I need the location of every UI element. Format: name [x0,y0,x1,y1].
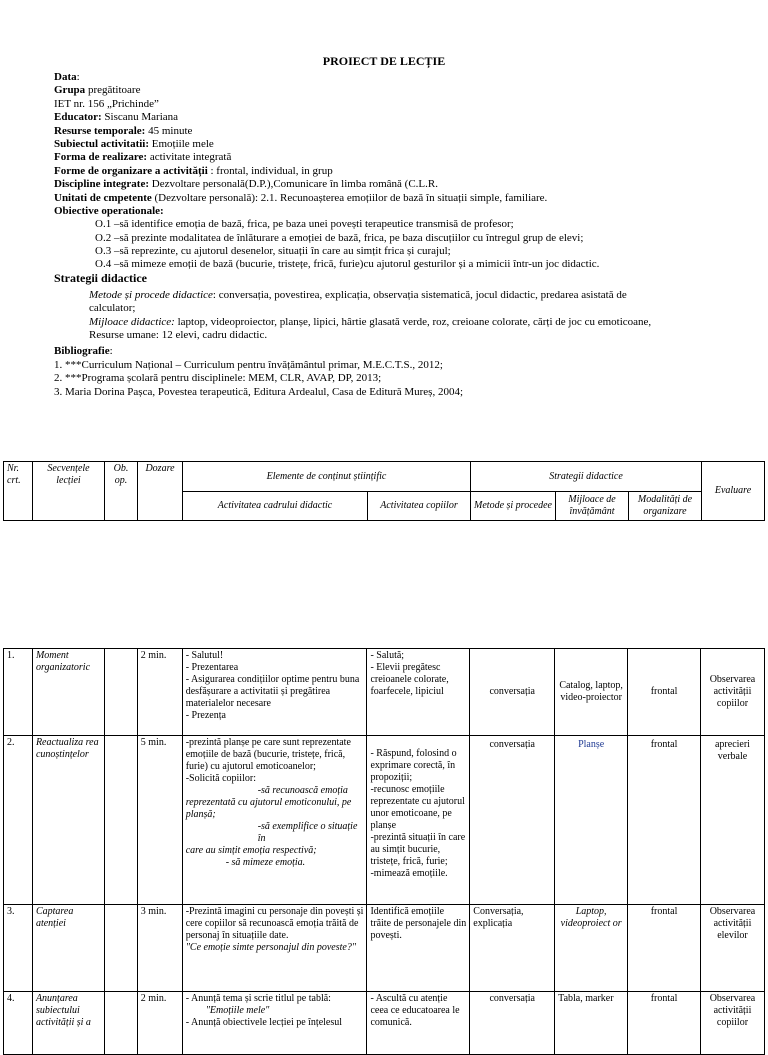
col-strategii: Strategii didactice [471,462,702,492]
row-cadru: - Salutul! - Prezentarea - Asigurarea condițiilor optime pentru buna desfășurare a activitatii și pregătirea materialelor necesare - Prezența [182,649,367,736]
educator-line: Educator: Siscanu Mariana [54,111,179,124]
col-metode: Metode și procedee [471,492,556,521]
row-dozare: 2 min. [137,992,182,1055]
row-copii: - Salută; - Elevii pregătesc creioanele colorate, foarfecele, lipiciul [367,649,470,736]
row-evaluare: aprecieri verbale [700,736,764,905]
grupa-line: Grupa pregătitoare [54,84,141,97]
row-dozare: 3 min. [137,905,182,992]
row-mijloace: Planșe [555,736,628,905]
table-row [4,736,765,905]
col-act-cadru: Activitatea cadrului didactic [183,492,368,521]
row-mijloace: Tabla, marker [555,992,628,1055]
col-secvente: Secvențele lecției [33,462,105,521]
row-modalitati: frontal [628,992,701,1055]
metode-line: Metode și procede didactice: conversația, povestirea, explicația, observația sistematică, jocul didactic, predarea asistată de [89,288,627,301]
row-evaluare: Observarea activității copiilor [700,649,764,736]
row-nr: 2. [4,736,33,905]
page-title: PROIECT DE LECȚIE [322,54,446,68]
row-ob [104,905,137,992]
row-ob [104,736,137,905]
row-cadru: - Anunță tema și scrie titlul pe tablă: "Emoțiile mele" - Anunță obiectivele lecției pe înțelesul [182,992,367,1055]
bibliography-item: 1. ***Curriculum Național – Curriculum pentru învățământul primar, M.E.C.T.S., 2012; [54,358,443,371]
row-cadru: -prezintă planșe pe care sunt reprezentate emoțiile de bază (bucurie, tristețe, frică, furie) cu ajutorul emoticoanelor; -Solicită copiilor: -să recunoască emoția reprezentată cu ajutorul emoticonului, pe planșă; -să exemplifice o situație în care au simțit emoția respectivă; - să mimeze emoția. [182,736,367,905]
iet-line: IET nr. 156 „Prichinde” [54,97,159,110]
row-copii: - Răspund, folosind o exprimare corectă, în propoziții; -recunosc emoțiile reprezentate cu ajutorul unor emoticoane, pe planșe -prezintă situații în care au simțit bucurie, tristețe, frică, furie; -mimează emoțiile. [367,736,470,905]
row-evaluare: Observarea activității elevilor [700,905,764,992]
lesson-header [54,71,744,399]
row-nr: 3. [4,905,33,992]
objective-item: O.3 –să reprezinte, cu ajutorul desenelor, situații în care au simțit frica și curajul; [95,245,451,258]
forme-org-line: Forme de organizare a activității : frontal, individual, in grup [54,164,333,177]
row-metode: conversația [470,992,555,1055]
row-secventa: Captarea atenției [32,905,104,992]
row-modalitati: frontal [628,736,701,905]
discipline-line: Discipline integrate: Dezvoltare personală(D.P.),Comunicare în limba română (C.L.R. [54,178,438,191]
metode-cont: calculator; [89,302,136,315]
resurse-line: Resurse temporale: 45 minute [54,124,193,137]
row-metode: conversația [470,649,555,736]
row-cadru: -Prezintă imagini cu personaje din povești și cere copiilor să recunoască emoția trăită de personaj în situațiile date. "Ce emoție simte personajul din poveste?" [182,905,367,992]
forma-line: Forma de realizare: activitate integrată [54,151,232,164]
lesson-table-body [3,648,765,1055]
data-line: Data: [54,71,80,83]
row-ob [104,992,137,1055]
row-copii: Identifică emoțiile trăite de personajele din povești. [367,905,470,992]
row-secventa: Reactualiza rea cunoștințelor [32,736,104,905]
subiect-line: Subiectul activitatii: Emoțiile mele [54,137,214,150]
col-nr: Nr. crt. [4,462,33,521]
row-mijloace: Laptop, videoproiect or [555,905,628,992]
col-elemente: Elemente de conținut științific [183,462,471,492]
objective-item: O.1 –să identifice emoția de bază, frica, pe baza unei povești terapeutice transmisă de profesor; [95,218,514,231]
objective-item: O.2 –să prezinte modalitatea de înlăturare a emoției de bază, frica, pe baza discuțiilor cu întregul grup de elevi; [95,231,584,244]
col-dozare: Dozare [138,462,183,521]
bibliografie-label: Bibliografie: [54,345,113,358]
row-ob [104,649,137,736]
resurse-umane-line: Resurse umane: 12 elevi, cadru didactic. [89,329,268,342]
bibliography-item: 3. Maria Dorina Pașca, Povestea terapeutică, Editura Ardealul, Casa de Editură Mureș, 2004; [54,385,464,398]
objective-item: O.4 –să mimeze emoții de bază (bucurie, tristețe, frică, furie)cu ajutorul gesturilor și a mimicii într-un joc didactic. [95,258,600,271]
row-evaluare: Observarea activității copiilor [700,992,764,1055]
row-modalitati: frontal [628,649,701,736]
row-secventa: Anunțarea subiectului activității și a [32,992,104,1055]
obiective-label: Obiective operationale: [54,204,164,217]
mijloace-line: Mijloace didactice: laptop, videoproiector, planșe, lipici, hârtie glasată verde, roz, creioane colorate, cărți de joc cu emoticoane, [89,315,652,328]
strategii-label: Strategii didactice [54,270,147,285]
col-modalitati: Modalități de organizare [629,492,702,521]
unitati-line: Unitati de cmpetente (Dezvoltare personală): 2.1. Recunoașterea emoțiilor de bază în situații simple, familiare. [54,191,548,204]
bibliography-item: 2. ***Programa școlară pentru disciplinele: MEM, CLR, AVAP, DP, 2013; [54,372,382,385]
row-mijloace: Catalog, laptop, video-proiector [555,649,628,736]
table-row [4,992,765,1055]
row-dozare: 5 min. [137,736,182,905]
row-copii: - Ascultă cu atenție ceea ce educatoarea le comunică. [367,992,470,1055]
col-mijloace: Mijloace de învățământ [556,492,629,521]
col-evaluare: Evaluare [702,462,765,521]
row-metode: Conversația, explicația [470,905,555,992]
row-modalitati: frontal [628,905,701,992]
row-metode: conversația [470,736,555,905]
row-nr: 1. [4,649,33,736]
table-row [4,905,765,992]
row-secventa: Moment organizatoric [32,649,104,736]
lesson-table-header [3,461,765,521]
row-nr: 4. [4,992,33,1055]
table-row [4,649,765,736]
col-act-copii: Activitatea copiilor [368,492,471,521]
col-ob: Ob. op. [105,462,138,521]
row-dozare: 2 min. [137,649,182,736]
